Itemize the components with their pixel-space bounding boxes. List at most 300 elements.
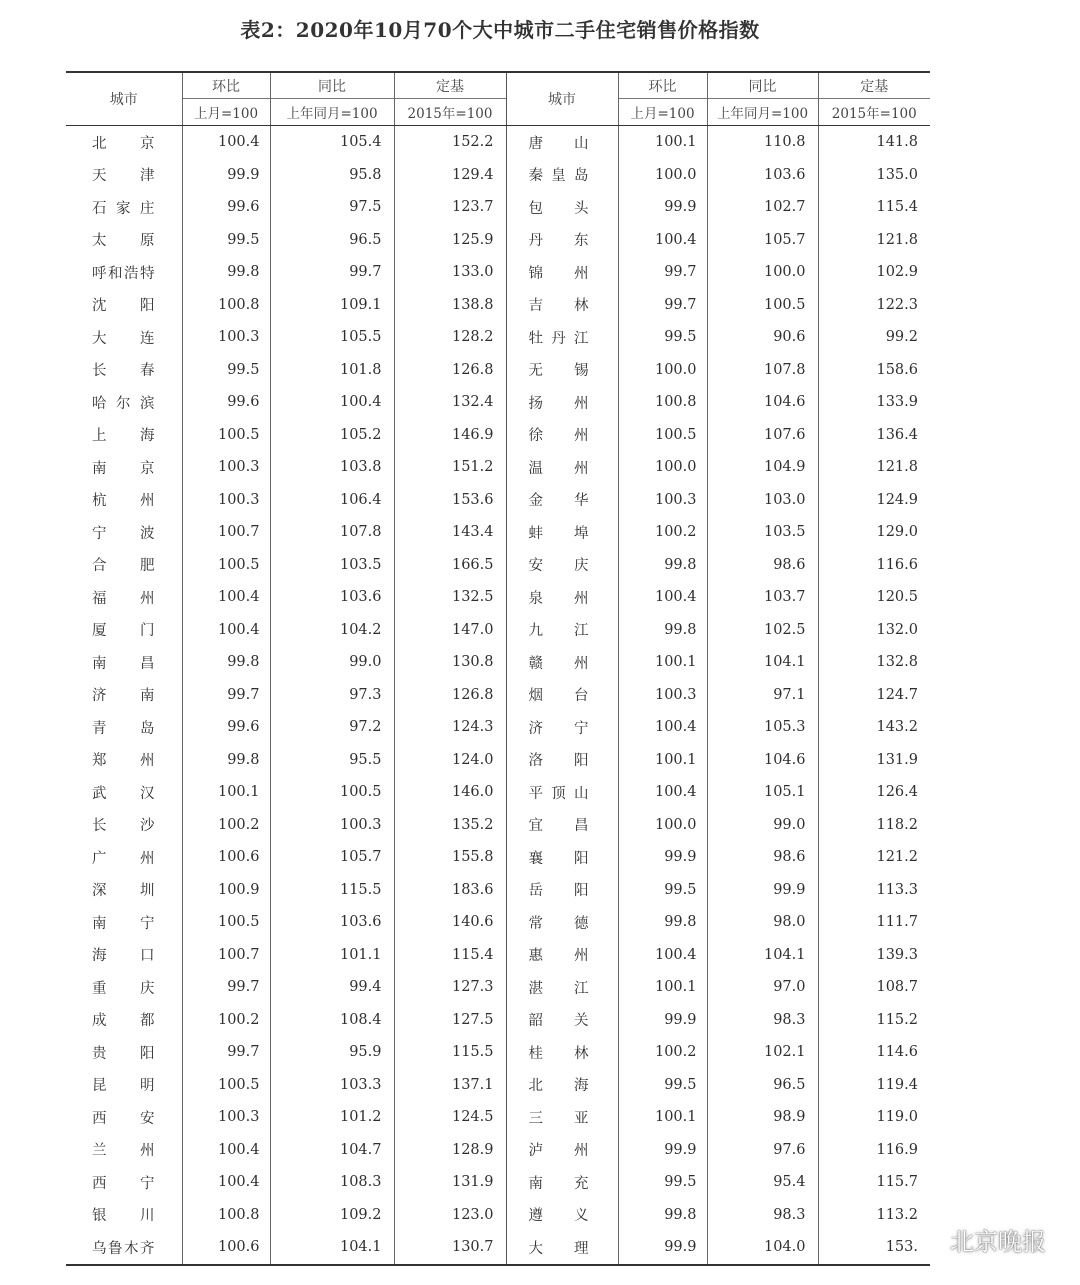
table-row bbox=[66, 419, 930, 452]
cell-mom-left: 100.5 bbox=[182, 906, 270, 939]
cell-base-left: 155.8 bbox=[394, 841, 506, 874]
cell-city-left: 乌鲁木齐 bbox=[66, 1231, 182, 1265]
cell-mom-left: 99.8 bbox=[182, 744, 270, 777]
table-row bbox=[66, 289, 930, 322]
cell-city-right: 襄阳 bbox=[506, 841, 618, 874]
cell-yoy-left: 100.3 bbox=[270, 809, 394, 842]
cell-base-left: 128.9 bbox=[394, 1134, 506, 1167]
cell-city-left: 西宁 bbox=[92, 1175, 156, 1192]
cell-city-left: 南京 bbox=[92, 460, 156, 477]
cell-yoy-left: 104.7 bbox=[270, 1134, 394, 1167]
cell-yoy-right: 99.0 bbox=[707, 809, 818, 842]
cell-mom-left: 100.2 bbox=[182, 1004, 270, 1037]
cell-yoy-right: 103.6 bbox=[707, 159, 818, 192]
cell-mom-right: 100.0 bbox=[618, 451, 707, 484]
cell-city-right: 锦州 bbox=[506, 256, 618, 289]
header-base-right: 定基 bbox=[818, 72, 930, 99]
cell-base-left: 127.3 bbox=[394, 971, 506, 1004]
cell-base-right: 133.9 bbox=[818, 386, 930, 419]
cell-mom-right: 100.4 bbox=[618, 581, 707, 614]
cell-base-right: 114.6 bbox=[818, 1036, 930, 1069]
cell-city-left: 南宁 bbox=[92, 915, 156, 932]
cell-city-right: 吉林 bbox=[506, 289, 618, 322]
cell-mom-right: 100.3 bbox=[618, 484, 707, 517]
cell-yoy-left: 99.7 bbox=[270, 256, 394, 289]
cell-city-right: 包头 bbox=[506, 191, 618, 224]
cell-base-right: 122.3 bbox=[818, 289, 930, 322]
cell-yoy-left: 96.5 bbox=[270, 224, 394, 257]
cell-city-right: 三亚 bbox=[506, 1101, 618, 1134]
cell-city-left: 成都 bbox=[92, 1013, 156, 1030]
cell-mom-left: 100.4 bbox=[182, 1166, 270, 1199]
cell-yoy-left: 105.5 bbox=[270, 321, 394, 354]
cell-base-right: 139.3 bbox=[818, 939, 930, 972]
cell-city-left: 济南 bbox=[92, 688, 156, 705]
table-title: 表2：2020年10月70个大中城市二手住宅销售价格指数 bbox=[240, 18, 760, 42]
table-row bbox=[66, 646, 930, 679]
cell-city-left: 兰州 bbox=[92, 1143, 156, 1160]
cell-yoy-left: 99.4 bbox=[270, 971, 394, 1004]
cell-base-left: 123.7 bbox=[394, 191, 506, 224]
cell-mom-right: 99.7 bbox=[618, 289, 707, 322]
cell-city-left: 广州 bbox=[92, 850, 156, 867]
cell-yoy-left: 100.5 bbox=[270, 776, 394, 809]
cell-mom-right: 99.8 bbox=[618, 614, 707, 647]
cell-mom-right: 100.4 bbox=[618, 776, 707, 809]
header-mom-right: 环比 bbox=[618, 72, 707, 99]
cell-city-left: 贵阳 bbox=[92, 1045, 156, 1062]
cell-city-left: 呼和浩特 bbox=[92, 265, 156, 282]
cell-mom-left: 99.6 bbox=[182, 386, 270, 419]
cell-yoy-right: 104.6 bbox=[707, 386, 818, 419]
cell-yoy-right: 110.8 bbox=[707, 126, 818, 159]
cell-mom-right: 99.9 bbox=[618, 1004, 707, 1037]
subheader-yoy-right: 上年同月=100 bbox=[707, 99, 818, 126]
cell-yoy-left: 103.6 bbox=[270, 581, 394, 614]
cell-city-right: 赣州 bbox=[506, 646, 618, 679]
cell-yoy-left: 108.4 bbox=[270, 1004, 394, 1037]
cell-base-right: 113.3 bbox=[818, 874, 930, 907]
cell-yoy-left: 100.4 bbox=[270, 386, 394, 419]
table-row bbox=[66, 841, 930, 874]
header-mom-left: 环比 bbox=[182, 72, 270, 99]
cell-mom-right: 99.8 bbox=[618, 1199, 707, 1232]
cell-base-right: 121.8 bbox=[818, 224, 930, 257]
cell-mom-left: 100.6 bbox=[182, 1231, 270, 1265]
cell-city-left: 宁波 bbox=[92, 525, 156, 542]
cell-mom-right: 99.7 bbox=[618, 256, 707, 289]
cell-base-right: 115.2 bbox=[818, 1004, 930, 1037]
cell-mom-right: 100.0 bbox=[618, 159, 707, 192]
cell-yoy-right: 98.6 bbox=[707, 549, 818, 582]
cell-base-right: 141.8 bbox=[818, 126, 930, 159]
table-row bbox=[66, 1199, 930, 1232]
cell-mom-right: 99.5 bbox=[618, 321, 707, 354]
cell-city-left: 沈阳 bbox=[92, 298, 156, 315]
cell-mom-left: 100.7 bbox=[182, 516, 270, 549]
cell-city-right: 济宁 bbox=[506, 711, 618, 744]
cell-mom-right: 99.9 bbox=[618, 1231, 707, 1265]
table-row bbox=[66, 679, 930, 712]
table-row bbox=[66, 1101, 930, 1134]
cell-yoy-right: 104.9 bbox=[707, 451, 818, 484]
table-row bbox=[66, 809, 930, 842]
cell-base-right: 131.9 bbox=[818, 744, 930, 777]
cell-yoy-right: 103.0 bbox=[707, 484, 818, 517]
cell-city-right: 烟台 bbox=[506, 679, 618, 712]
cell-base-left: 125.9 bbox=[394, 224, 506, 257]
cell-base-left: 115.4 bbox=[394, 939, 506, 972]
header-yoy-left: 同比 bbox=[270, 72, 394, 99]
table-row bbox=[66, 126, 930, 159]
cell-mom-right: 100.5 bbox=[618, 419, 707, 452]
cell-base-left: 152.2 bbox=[394, 126, 506, 159]
cell-city-left: 青岛 bbox=[92, 720, 156, 737]
cell-yoy-left: 103.3 bbox=[270, 1069, 394, 1102]
cell-city-right: 安庆 bbox=[506, 549, 618, 582]
cell-base-left: 130.8 bbox=[394, 646, 506, 679]
table-row bbox=[66, 939, 930, 972]
cell-mom-left: 100.1 bbox=[182, 776, 270, 809]
cell-yoy-right: 97.1 bbox=[707, 679, 818, 712]
cell-city-right: 蚌埠 bbox=[506, 516, 618, 549]
subheader-mom-right: 上月=100 bbox=[618, 99, 707, 126]
cell-mom-left: 100.8 bbox=[182, 289, 270, 322]
cell-mom-right: 100.2 bbox=[618, 1036, 707, 1069]
cell-mom-left: 99.6 bbox=[182, 711, 270, 744]
cell-base-left: 140.6 bbox=[394, 906, 506, 939]
cell-yoy-right: 105.7 bbox=[707, 224, 818, 257]
cell-base-right: 121.8 bbox=[818, 451, 930, 484]
cell-yoy-right: 97.6 bbox=[707, 1134, 818, 1167]
cell-yoy-left: 105.4 bbox=[270, 126, 394, 159]
cell-yoy-right: 98.6 bbox=[707, 841, 818, 874]
cell-city-left: 郑州 bbox=[92, 753, 156, 770]
cell-city-right: 南充 bbox=[506, 1166, 618, 1199]
cell-yoy-right: 98.3 bbox=[707, 1199, 818, 1232]
cell-base-right: 132.8 bbox=[818, 646, 930, 679]
table-row bbox=[66, 581, 930, 614]
subheader-yoy-left: 上年同月=100 bbox=[270, 99, 394, 126]
cell-mom-right: 99.8 bbox=[618, 906, 707, 939]
cell-yoy-left: 101.8 bbox=[270, 354, 394, 387]
cell-city-right: 金华 bbox=[506, 484, 618, 517]
cell-base-left: 123.0 bbox=[394, 1199, 506, 1232]
cell-base-right: 129.0 bbox=[818, 516, 930, 549]
cell-base-left: 126.8 bbox=[394, 679, 506, 712]
cell-city-left: 西安 bbox=[92, 1110, 156, 1127]
cell-city-right: 无锡 bbox=[506, 354, 618, 387]
cell-mom-right: 100.0 bbox=[618, 354, 707, 387]
cell-mom-left: 99.8 bbox=[182, 256, 270, 289]
cell-yoy-left: 109.1 bbox=[270, 289, 394, 322]
cell-yoy-right: 98.0 bbox=[707, 906, 818, 939]
cell-mom-left: 99.7 bbox=[182, 679, 270, 712]
cell-city-right: 泸州 bbox=[506, 1134, 618, 1167]
cell-yoy-right: 95.4 bbox=[707, 1166, 818, 1199]
cell-yoy-right: 105.3 bbox=[707, 711, 818, 744]
price-index-table bbox=[66, 71, 930, 1266]
cell-city-right: 桂林 bbox=[506, 1036, 618, 1069]
cell-mom-right: 99.9 bbox=[618, 1134, 707, 1167]
cell-base-left: 132.5 bbox=[394, 581, 506, 614]
cell-base-right: 132.0 bbox=[818, 614, 930, 647]
cell-mom-right: 100.1 bbox=[618, 126, 707, 159]
cell-mom-left: 99.7 bbox=[182, 1036, 270, 1069]
cell-yoy-right: 104.1 bbox=[707, 939, 818, 972]
cell-base-right: 158.6 bbox=[818, 354, 930, 387]
cell-city-left: 深圳 bbox=[92, 883, 156, 900]
header-base-left: 定基 bbox=[394, 72, 506, 99]
cell-yoy-left: 105.7 bbox=[270, 841, 394, 874]
cell-city-right: 洛阳 bbox=[506, 744, 618, 777]
cell-yoy-left: 103.5 bbox=[270, 549, 394, 582]
cell-mom-right: 99.5 bbox=[618, 1166, 707, 1199]
cell-base-right: 118.2 bbox=[818, 809, 930, 842]
table-row bbox=[66, 1004, 930, 1037]
cell-mom-left: 100.4 bbox=[182, 614, 270, 647]
cell-base-left: 143.4 bbox=[394, 516, 506, 549]
cell-mom-right: 100.4 bbox=[618, 711, 707, 744]
cell-base-right: 116.6 bbox=[818, 549, 930, 582]
cell-mom-left: 100.4 bbox=[182, 581, 270, 614]
table-row bbox=[66, 744, 930, 777]
cell-base-left: 126.8 bbox=[394, 354, 506, 387]
cell-base-right: 136.4 bbox=[818, 419, 930, 452]
cell-yoy-right: 97.0 bbox=[707, 971, 818, 1004]
subheader-base-right: 2015年=100 bbox=[818, 99, 930, 126]
watermark-text: 北京晚报 bbox=[950, 1228, 1046, 1256]
table-row bbox=[66, 354, 930, 387]
table-row bbox=[66, 614, 930, 647]
cell-mom-right: 99.8 bbox=[618, 549, 707, 582]
cell-city-right: 宜昌 bbox=[506, 809, 618, 842]
cell-city-right: 秦皇岛 bbox=[506, 159, 618, 192]
table-row bbox=[66, 971, 930, 1004]
cell-yoy-right: 107.8 bbox=[707, 354, 818, 387]
cell-yoy-left: 106.4 bbox=[270, 484, 394, 517]
cell-yoy-left: 97.5 bbox=[270, 191, 394, 224]
cell-city-left: 大连 bbox=[92, 330, 156, 347]
cell-city-left: 合肥 bbox=[92, 558, 156, 575]
cell-yoy-left: 95.9 bbox=[270, 1036, 394, 1069]
cell-mom-left: 99.7 bbox=[182, 971, 270, 1004]
cell-yoy-left: 95.8 bbox=[270, 159, 394, 192]
cell-city-right: 湛江 bbox=[506, 971, 618, 1004]
cell-mom-right: 100.4 bbox=[618, 939, 707, 972]
table-row bbox=[66, 256, 930, 289]
cell-city-left: 福州 bbox=[92, 590, 156, 607]
cell-city-left: 南昌 bbox=[92, 655, 156, 672]
cell-city-right: 九江 bbox=[506, 614, 618, 647]
cell-mom-right: 100.0 bbox=[618, 809, 707, 842]
cell-yoy-left: 97.2 bbox=[270, 711, 394, 744]
cell-city-right: 牡丹江 bbox=[506, 321, 618, 354]
cell-base-left: 127.5 bbox=[394, 1004, 506, 1037]
cell-base-left: 132.4 bbox=[394, 386, 506, 419]
cell-city-left: 北京 bbox=[92, 135, 156, 152]
cell-city-right: 北海 bbox=[506, 1069, 618, 1102]
cell-base-right: 115.4 bbox=[818, 191, 930, 224]
cell-mom-right: 100.3 bbox=[618, 679, 707, 712]
cell-base-right: 124.7 bbox=[818, 679, 930, 712]
cell-mom-left: 99.8 bbox=[182, 646, 270, 679]
cell-mom-right: 100.2 bbox=[618, 516, 707, 549]
cell-city-right: 扬州 bbox=[506, 386, 618, 419]
cell-yoy-left: 103.8 bbox=[270, 451, 394, 484]
cell-yoy-left: 97.3 bbox=[270, 679, 394, 712]
cell-city-right: 温州 bbox=[506, 451, 618, 484]
cell-yoy-right: 104.0 bbox=[707, 1231, 818, 1265]
cell-yoy-right: 98.9 bbox=[707, 1101, 818, 1134]
cell-yoy-right: 107.6 bbox=[707, 419, 818, 452]
cell-yoy-right: 103.7 bbox=[707, 581, 818, 614]
cell-base-right: 153. bbox=[818, 1231, 930, 1265]
cell-base-left: 131.9 bbox=[394, 1166, 506, 1199]
cell-city-left: 哈尔滨 bbox=[92, 395, 156, 412]
cell-city-right: 平顶山 bbox=[506, 776, 618, 809]
table-row bbox=[66, 906, 930, 939]
cell-base-left: 130.7 bbox=[394, 1231, 506, 1265]
cell-mom-right: 100.1 bbox=[618, 646, 707, 679]
cell-yoy-right: 104.6 bbox=[707, 744, 818, 777]
cell-mom-left: 100.5 bbox=[182, 549, 270, 582]
cell-mom-left: 99.5 bbox=[182, 354, 270, 387]
table-row bbox=[66, 224, 930, 257]
table-row bbox=[66, 776, 930, 809]
table-body bbox=[66, 126, 930, 1265]
cell-base-left: 128.2 bbox=[394, 321, 506, 354]
table-row bbox=[66, 386, 930, 419]
cell-city-left: 长春 bbox=[92, 363, 156, 380]
cell-yoy-left: 95.5 bbox=[270, 744, 394, 777]
table-row bbox=[66, 191, 930, 224]
cell-base-right: 108.7 bbox=[818, 971, 930, 1004]
cell-city-left: 武汉 bbox=[92, 785, 156, 802]
cell-base-left: 151.2 bbox=[394, 451, 506, 484]
header-yoy-right: 同比 bbox=[707, 72, 818, 99]
cell-base-left: 124.3 bbox=[394, 711, 506, 744]
cell-base-right: 143.2 bbox=[818, 711, 930, 744]
cell-yoy-right: 105.1 bbox=[707, 776, 818, 809]
cell-yoy-left: 109.2 bbox=[270, 1199, 394, 1232]
cell-yoy-right: 102.1 bbox=[707, 1036, 818, 1069]
cell-base-right: 126.4 bbox=[818, 776, 930, 809]
cell-mom-left: 99.6 bbox=[182, 191, 270, 224]
cell-yoy-left: 99.0 bbox=[270, 646, 394, 679]
table-row bbox=[66, 711, 930, 744]
table-row bbox=[66, 1231, 930, 1265]
cell-base-left: 137.1 bbox=[394, 1069, 506, 1102]
cell-mom-left: 100.5 bbox=[182, 1069, 270, 1102]
cell-yoy-left: 105.2 bbox=[270, 419, 394, 452]
cell-base-right: 119.0 bbox=[818, 1101, 930, 1134]
cell-city-right: 丹东 bbox=[506, 224, 618, 257]
table-row bbox=[66, 1166, 930, 1199]
cell-yoy-left: 101.1 bbox=[270, 939, 394, 972]
table-row bbox=[66, 549, 930, 582]
cell-mom-left: 100.3 bbox=[182, 321, 270, 354]
table-row bbox=[66, 321, 930, 354]
cell-base-right: 121.2 bbox=[818, 841, 930, 874]
cell-mom-left: 100.3 bbox=[182, 1101, 270, 1134]
cell-yoy-right: 102.7 bbox=[707, 191, 818, 224]
cell-city-right: 徐州 bbox=[506, 419, 618, 452]
cell-mom-right: 99.5 bbox=[618, 1069, 707, 1102]
cell-mom-right: 99.9 bbox=[618, 841, 707, 874]
cell-city-left: 海口 bbox=[92, 948, 156, 965]
cell-yoy-right: 100.0 bbox=[707, 256, 818, 289]
cell-base-right: 111.7 bbox=[818, 906, 930, 939]
cell-city-right: 遵义 bbox=[506, 1199, 618, 1232]
cell-city-left: 上海 bbox=[92, 428, 156, 445]
cell-base-right: 116.9 bbox=[818, 1134, 930, 1167]
cell-city-left: 重庆 bbox=[92, 980, 156, 997]
cell-base-right: 113.2 bbox=[818, 1199, 930, 1232]
cell-base-left: 115.5 bbox=[394, 1036, 506, 1069]
cell-base-left: 124.0 bbox=[394, 744, 506, 777]
cell-mom-right: 100.1 bbox=[618, 971, 707, 1004]
table-row bbox=[66, 516, 930, 549]
wechat-icon bbox=[912, 1227, 942, 1253]
cell-base-left: 146.9 bbox=[394, 419, 506, 452]
cell-city-right: 岳阳 bbox=[506, 874, 618, 907]
cell-mom-left: 100.4 bbox=[182, 126, 270, 159]
cell-base-left: 124.5 bbox=[394, 1101, 506, 1134]
cell-mom-right: 99.9 bbox=[618, 191, 707, 224]
cell-yoy-left: 104.2 bbox=[270, 614, 394, 647]
cell-city-left: 长沙 bbox=[92, 818, 156, 835]
cell-yoy-right: 104.1 bbox=[707, 646, 818, 679]
table-row bbox=[66, 1036, 930, 1069]
cell-yoy-left: 107.8 bbox=[270, 516, 394, 549]
cell-city-left: 太原 bbox=[92, 233, 156, 250]
table-row bbox=[66, 159, 930, 192]
cell-yoy-right: 103.5 bbox=[707, 516, 818, 549]
cell-mom-left: 100.6 bbox=[182, 841, 270, 874]
cell-yoy-right: 100.5 bbox=[707, 289, 818, 322]
cell-city-left: 杭州 bbox=[92, 493, 156, 510]
table-row bbox=[66, 451, 930, 484]
header-city-left: 城市 bbox=[66, 72, 182, 126]
table-row bbox=[66, 484, 930, 517]
cell-city-left: 天津 bbox=[92, 168, 156, 185]
cell-base-right: 102.9 bbox=[818, 256, 930, 289]
cell-mom-right: 99.5 bbox=[618, 874, 707, 907]
cell-mom-left: 100.4 bbox=[182, 1134, 270, 1167]
table-row bbox=[66, 1069, 930, 1102]
cell-city-right: 泉州 bbox=[506, 581, 618, 614]
cell-mom-right: 100.1 bbox=[618, 1101, 707, 1134]
subheader-base-left: 2015年=100 bbox=[394, 99, 506, 126]
cell-base-right: 120.5 bbox=[818, 581, 930, 614]
cell-mom-left: 100.2 bbox=[182, 809, 270, 842]
cell-base-right: 135.0 bbox=[818, 159, 930, 192]
cell-mom-right: 100.8 bbox=[618, 386, 707, 419]
cell-city-left: 银川 bbox=[92, 1208, 156, 1225]
cell-base-left: 153.6 bbox=[394, 484, 506, 517]
cell-base-right: 124.9 bbox=[818, 484, 930, 517]
cell-mom-left: 100.5 bbox=[182, 419, 270, 452]
cell-yoy-left: 104.1 bbox=[270, 1231, 394, 1265]
cell-mom-left: 99.9 bbox=[182, 159, 270, 192]
cell-yoy-right: 98.3 bbox=[707, 1004, 818, 1037]
cell-base-right: 115.7 bbox=[818, 1166, 930, 1199]
cell-yoy-right: 96.5 bbox=[707, 1069, 818, 1102]
cell-city-left: 石家庄 bbox=[92, 200, 156, 217]
subheader-mom-left: 上月=100 bbox=[182, 99, 270, 126]
cell-yoy-right: 99.9 bbox=[707, 874, 818, 907]
